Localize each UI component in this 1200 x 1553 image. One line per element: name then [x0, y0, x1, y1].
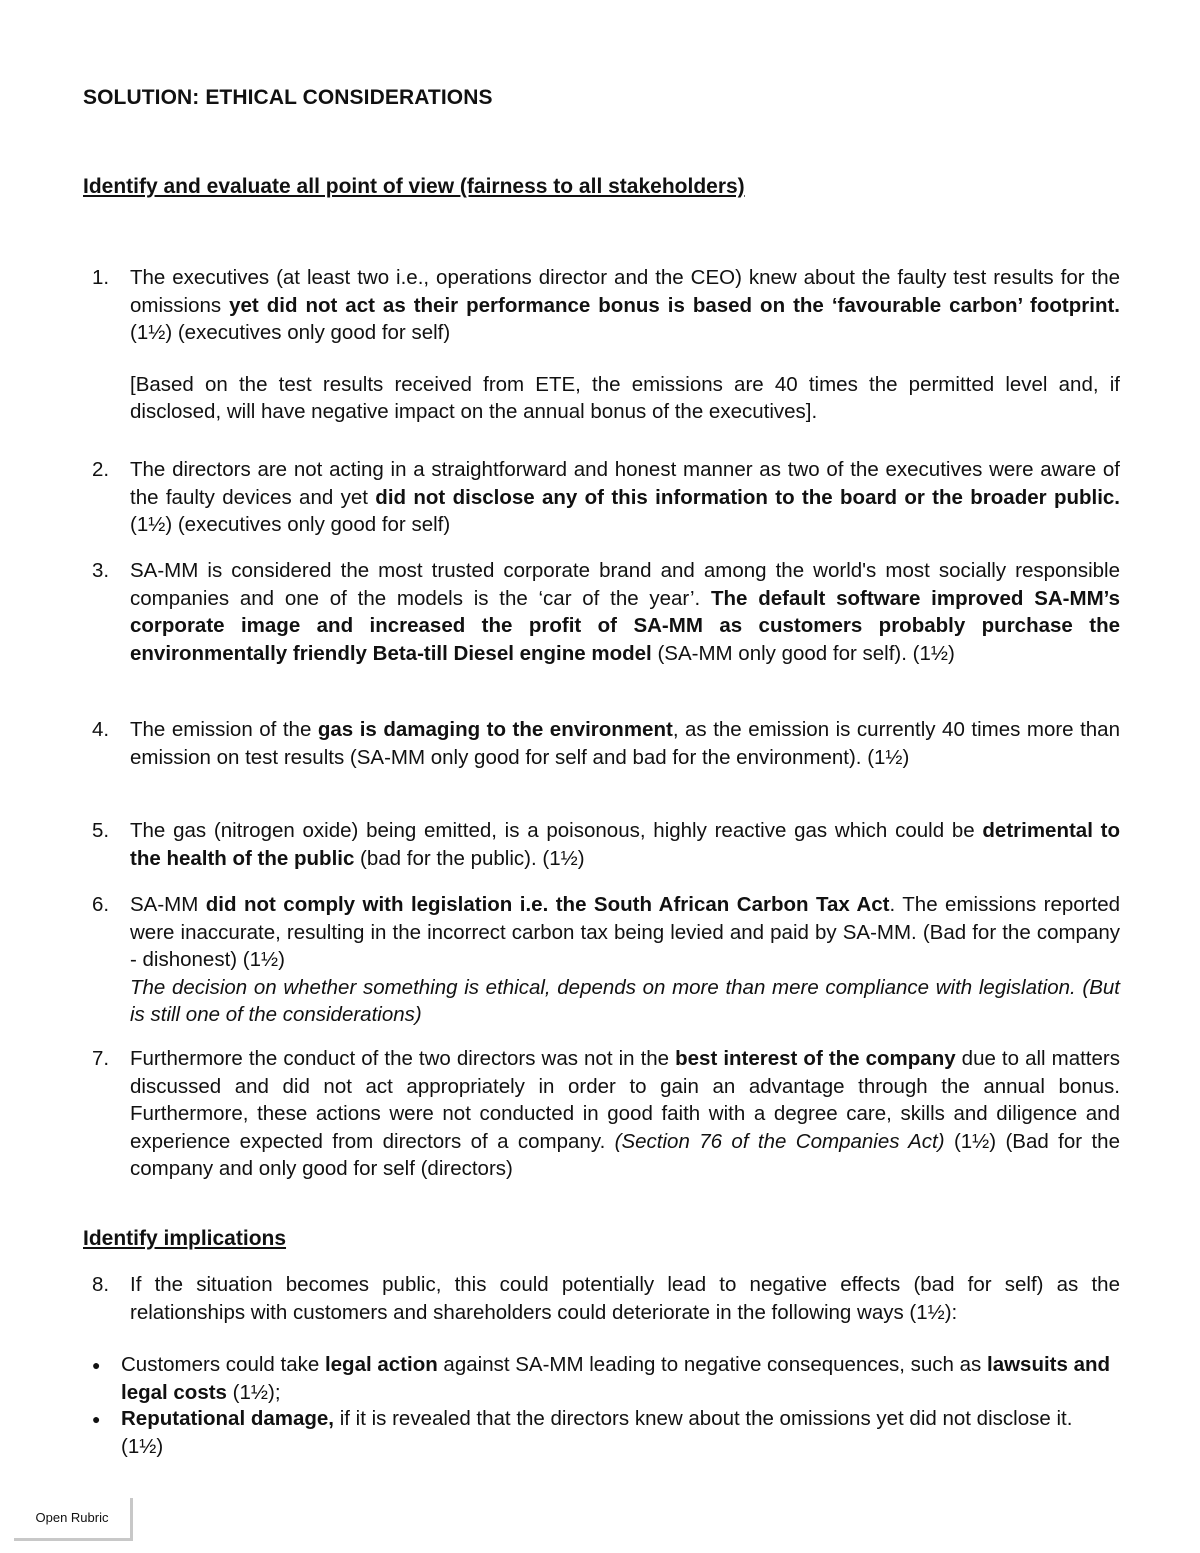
item-text: SA-MM is considered the most trusted corporate brand and among the world's most socially responsible companies and one of the models is the ‘car of the year’. The default software improved SA-MM’s corporate image and increased the profit of SA-MM as customers probably purchase the environmentally friendly Beta-till Diesel engine model (SA-MM only good for self). (1½) — [130, 559, 1120, 665]
bullet-icon: ● — [92, 1411, 101, 1427]
list-item — [92, 716, 1120, 771]
list-item — [92, 817, 1120, 872]
section-heading-evaluate: Identify and evaluate all point of view (fairness to all stakeholders) — [83, 175, 745, 198]
bullet-icon: ● — [92, 1357, 101, 1373]
bullet-item — [92, 1405, 1120, 1460]
list-item — [92, 264, 1120, 426]
bullet-text: Customers could take legal action against SA-MM leading to negative consequences, such as lawsuits and legal costs (1½); — [121, 1353, 1111, 1404]
item-text: The emission of the gas is damaging to the environment, as the emission is currently 40 times more than emission on test results (SA-MM only good for self and bad for the environment). (1½) — [130, 718, 1120, 769]
item-number: 1. — [92, 266, 110, 289]
open-rubric-button[interactable]: Open Rubric — [14, 1498, 133, 1541]
bullet-text: Reputational damage, if it is revealed that the directors knew about the omissions yet did not disclose it. (1½) — [121, 1407, 1073, 1458]
item-text: The gas (nitrogen oxide) being emitted, is a poisonous, highly reactive gas which could be detrimental to the health of the public (bad for the public). (1½) — [130, 819, 1120, 870]
item-number: 8. — [92, 1273, 110, 1296]
section-heading-implications: Identify implications — [83, 1227, 287, 1250]
item-text: The executives (at least two i.e., operations director and the CEO) knew about the faulty test results for the omissions yet did not act as their performance bonus is based on the ‘favourable carbon’ footprint. (1½) (executives only good for self) [Based on the test results received from ETE, the emissions are 40 times the permitted level and, if disclosed, will have negative impact on the annual bonus of the executives]. — [130, 266, 1120, 423]
list-item — [92, 1271, 1120, 1326]
item-number: 3. — [92, 559, 110, 582]
item-number: 4. — [92, 718, 110, 741]
item-number: 2. — [92, 458, 110, 481]
item-text: If the situation becomes public, this could potentially lead to negative effects (bad for self) as the relationships with customers and shareholders could deteriorate in the following ways (1½): — [130, 1273, 1120, 1324]
bullet-item — [92, 1351, 1120, 1406]
item-text: SA-MM did not comply with legislation i.e. the South African Carbon Tax Act. The emissions reported were inaccurate, resulting in the incorrect carbon tax being levied and paid by SA-MM. (Bad for the company - dishonest) (1½) The decision on whether something is ethical, depends on more than mere compliance with legislation. (But is still one of the considerations) — [130, 893, 1120, 1026]
list-item — [92, 456, 1120, 539]
list-item — [92, 557, 1120, 667]
item-number: 6. — [92, 893, 110, 916]
item-number: 7. — [92, 1047, 110, 1070]
page-title: SOLUTION: ETHICAL CONSIDERATIONS — [83, 86, 493, 109]
item-text: The directors are not acting in a straightforward and honest manner as two of the executives were aware of the faulty devices and yet did not disclose any of this information to the board or the broader public. (1½) (executives only good for self) — [130, 458, 1120, 536]
list-item — [92, 1045, 1120, 1183]
item-text: Furthermore the conduct of the two directors was not in the best interest of the company due to all matters discussed and did not act appropriately in order to gain an advantage through the annual bonus. Furthermore, these actions were not conducted in good faith with a degree care, skills and diligence and experience expected from directors of a company. (Section 76 of the Companies Act) (1½) (Bad for the company and only good for self (directors) — [130, 1047, 1120, 1180]
item-number: 5. — [92, 819, 110, 842]
list-item — [92, 891, 1120, 1029]
